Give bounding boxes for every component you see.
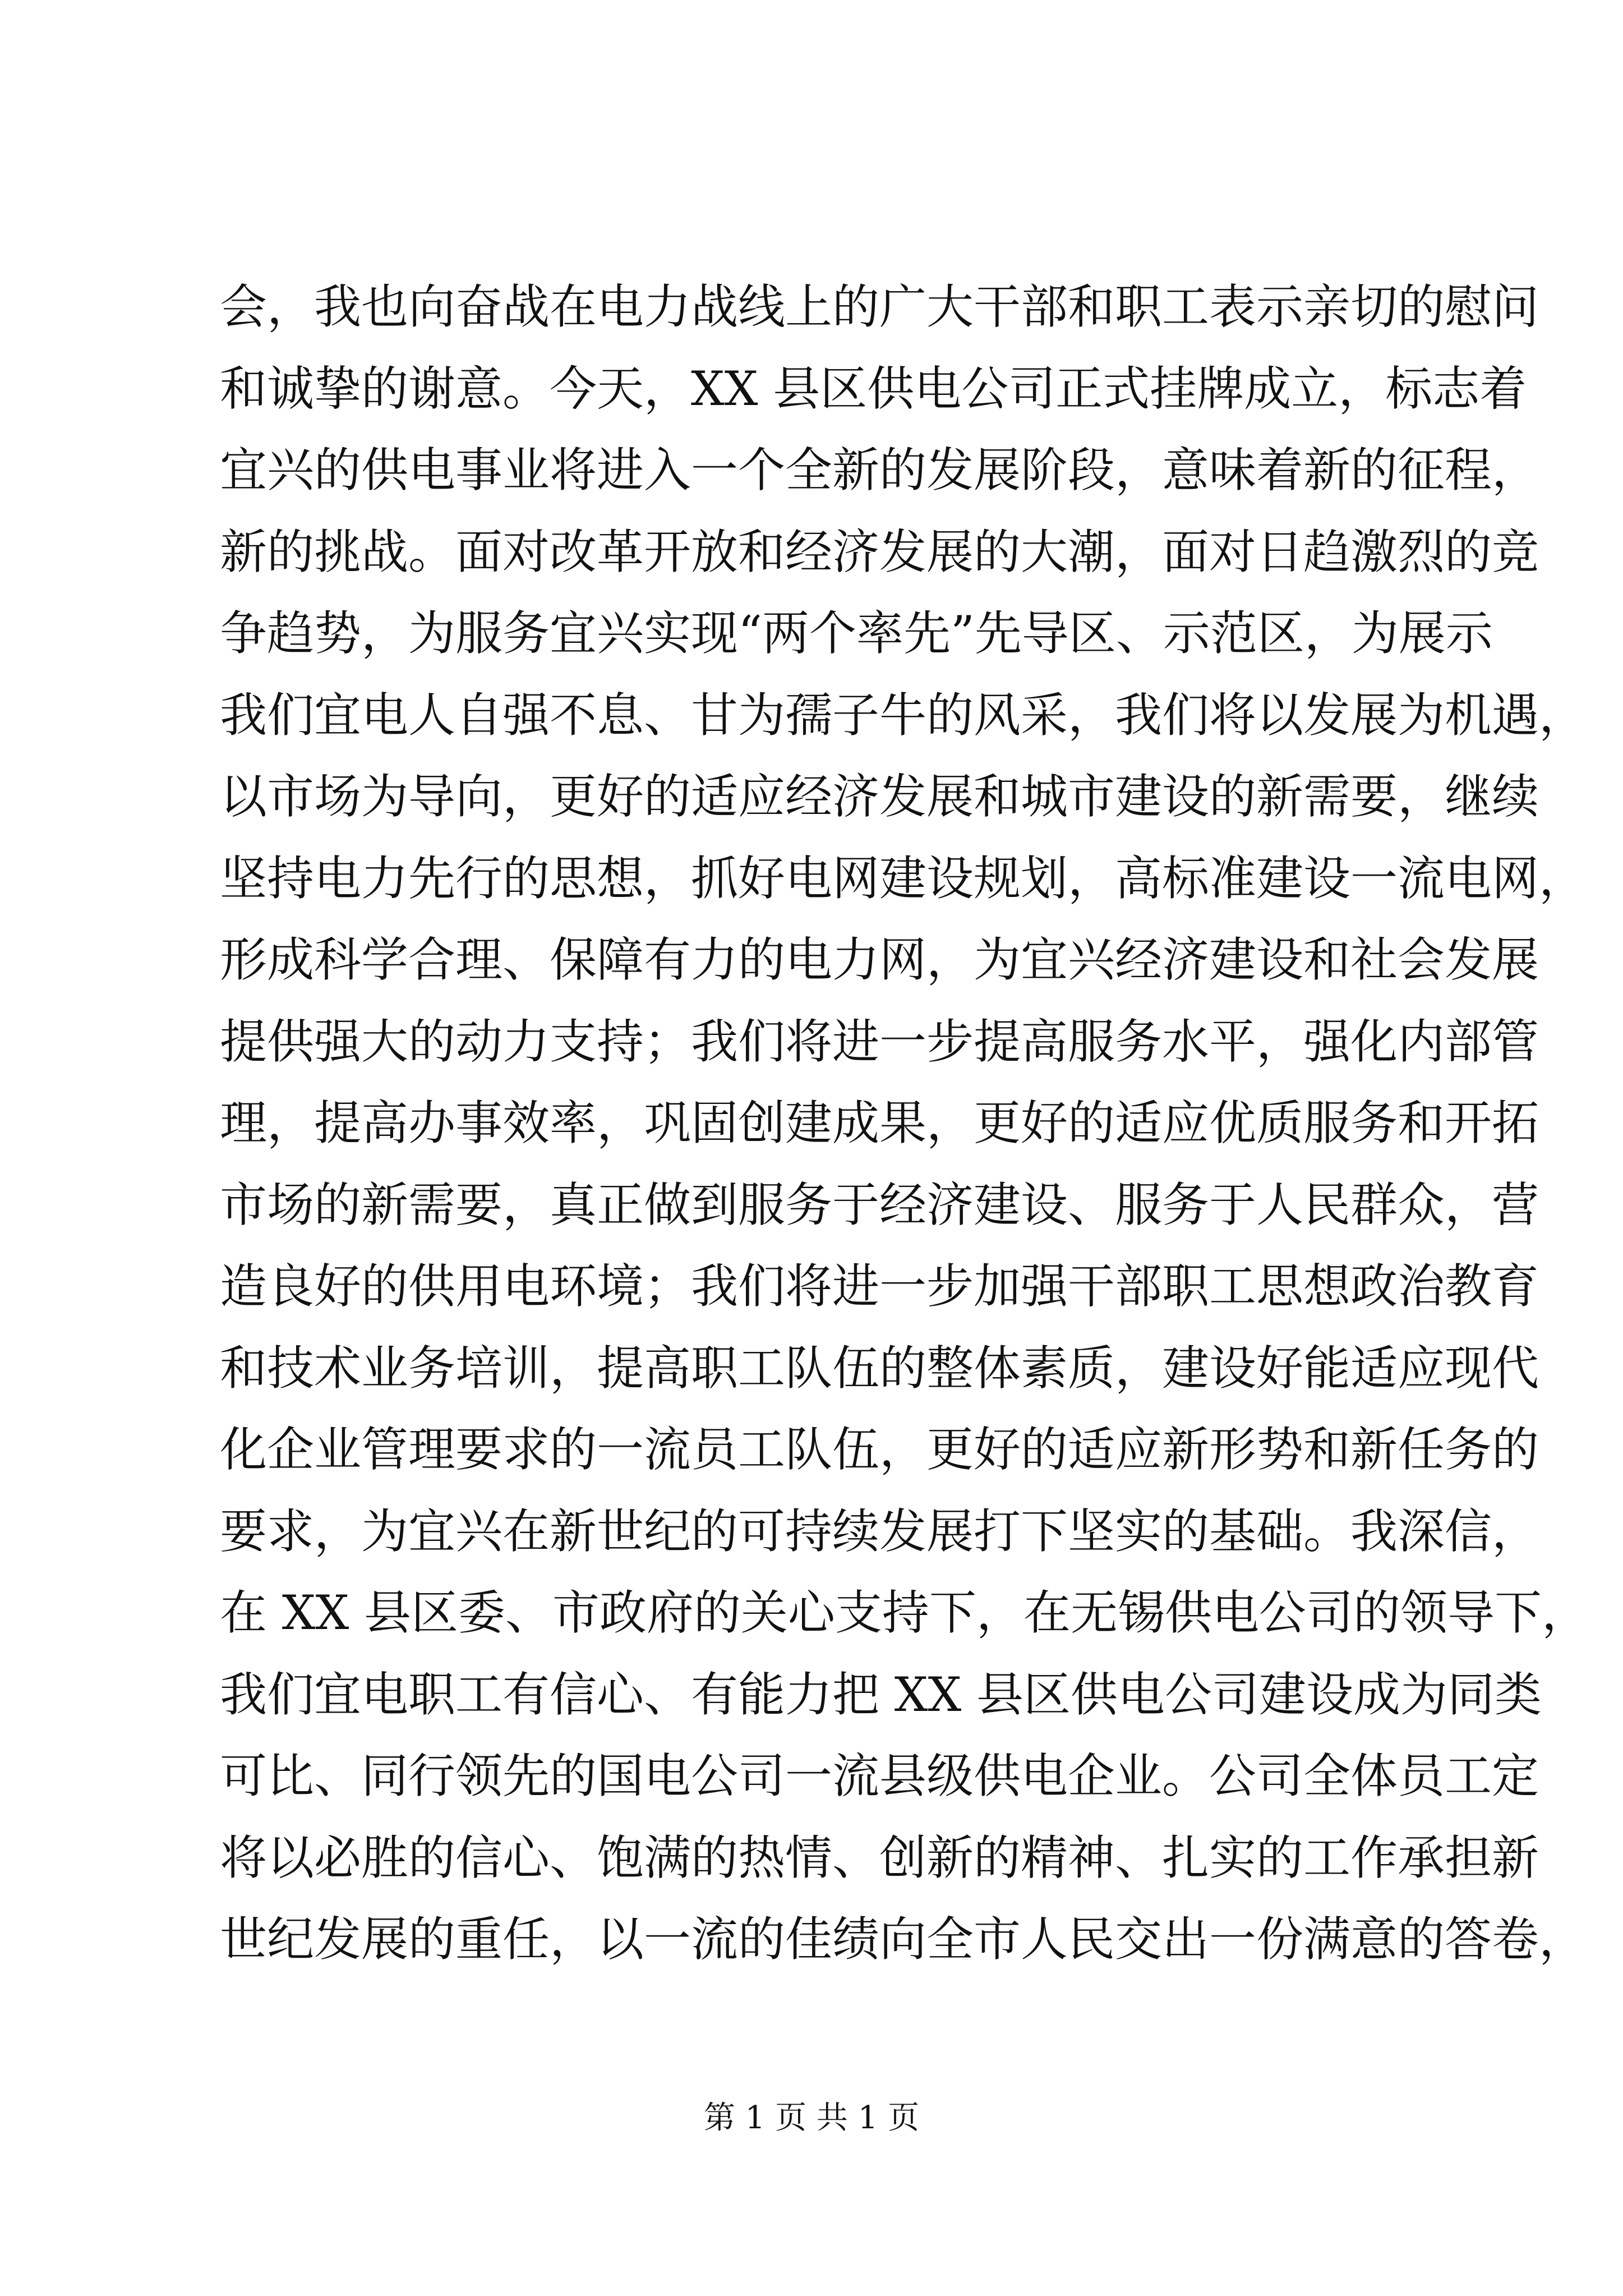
text-line-21: 世纪发展的重任，以一流的佳绩向全市人民交出一份满意的答卷， [220,1912,1587,1967]
page-footer [0,2096,1623,2141]
text-line-15: 化企业管理要求的一流员工队伍，更好的适应新形势和新任务的 [220,1422,1539,1477]
text-line-10: 提供强大的动力支持；我们将进一步提高服务水平，强化内部管 [220,1014,1539,1069]
text-line-12: 市场的新需要，真正做到服务于经济建设、服务于人民群众，营 [220,1177,1539,1232]
text-line-14: 和技术业务培训，提高职工队伍的整体素质，建设好能适应现代 [220,1340,1539,1396]
body-text [220,266,1589,1981]
text-line-19: 可比、同行领先的国电公司一流县级供电企业。公司全体员工定 [220,1749,1539,1803]
text-line-2: 和诚挚的谢意。今天，XX 县区供电公司正式挂牌成立，标志着 [220,361,1527,416]
text-line-6: 我们宜电人自强不息、甘为孺子牛的风采，我们将以发展为机遇， [220,687,1587,743]
text-line-7: 以市场为导向，更好的适应经济发展和城市建设的新需要，继续 [220,769,1539,824]
text-line-18: 我们宜电职工有信心、有能力把 XX 县区供电公司建设成为同类 [220,1667,1542,1722]
text-line-1: 会，我也向奋战在电力战线上的广大干部和职工表示亲切的慰问 [220,279,1539,334]
text-line-4: 新的挑战。面对改革开放和经济发展的大潮，面对日趋激烈的竞 [220,524,1539,579]
text-line-9: 形成科学合理、保障有力的电力网，为宜兴经济建设和社会发展 [220,932,1539,987]
text-line-8: 坚持电力先行的思想，抓好电网建设规划，高标准建设一流电网， [220,850,1587,906]
text-line-16: 要求，为宜兴在新世纪的可持续发展打下坚实的基础。我深信， [220,1503,1539,1559]
text-line-17: 在 XX 县区委、市政府的关心支持下，在无锡供电公司的领导下， [220,1585,1589,1640]
text-line-3: 宜兴的供电事业将进入一个全新的发展阶段，意味着新的征程， [220,443,1539,498]
text-line-5: 争趋势，为服务宜兴实现“两个率先”先导区、示范区，为展示 [220,606,1493,661]
text-line-20: 将以必胜的信心、饱满的热情、创新的精神、扎实的工作承担新 [220,1830,1539,1885]
text-line-13: 造良好的供用电环境；我们将进一步加强干部职工思想政治教育 [220,1259,1539,1314]
page-number-label: 第 1 页 共 1 页 [703,2100,920,2136]
text-line-11: 理，提高办事效率，巩固创建成果，更好的适应优质服务和开拓 [220,1096,1539,1151]
